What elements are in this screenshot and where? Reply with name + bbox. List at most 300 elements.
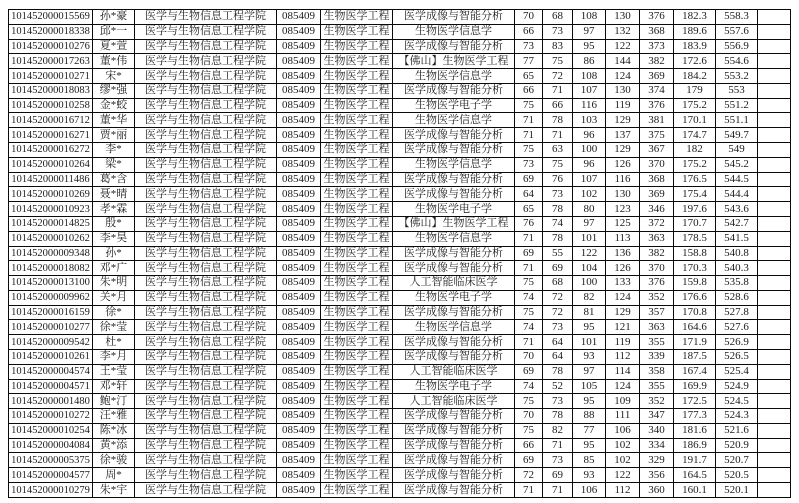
cell-direction: 医学成像与智能分析 [393, 172, 515, 187]
cell-name: 徐*莹 [93, 320, 135, 335]
cell-blank [758, 468, 791, 483]
cell-final-total: 525.4 [716, 364, 758, 379]
cell-score4: 130 [606, 187, 640, 202]
table-row [9, 394, 791, 409]
cell-score4: 119 [606, 335, 640, 350]
cell-retest-score: 183.9 [674, 39, 716, 54]
cell-name: 缪*强 [93, 83, 135, 98]
cell-direction: 生物医学信息学 [393, 69, 515, 84]
cell-name: 葛*含 [93, 172, 135, 187]
cell-code: 085409 [277, 98, 321, 113]
cell-direction: 医学成像与智能分析 [393, 349, 515, 364]
cell-code: 085409 [277, 187, 321, 202]
cell-college: 医学与生物信息工程学院 [135, 409, 277, 424]
cell-code: 085409 [277, 113, 321, 128]
cell-score2: 78 [543, 409, 573, 424]
cell-major: 生物医学工程 [321, 143, 393, 158]
cell-id: 101452000010276 [9, 39, 93, 54]
cell-score1: 75 [515, 423, 543, 438]
cell-retest-score: 184.2 [674, 69, 716, 84]
cell-college: 医学与生物信息工程学院 [135, 202, 277, 217]
admission-scores-table [8, 9, 791, 498]
cell-code: 085409 [277, 409, 321, 424]
cell-score2: 78 [543, 113, 573, 128]
cell-direction: 医学成像与智能分析 [393, 10, 515, 25]
cell-score1: 74 [515, 290, 543, 305]
cell-score1: 66 [515, 24, 543, 39]
cell-blank [758, 39, 791, 54]
table-row [9, 202, 791, 217]
cell-score1: 75 [515, 394, 543, 409]
cell-score3: 104 [573, 261, 606, 276]
cell-name: 董*华 [93, 113, 135, 128]
cell-blank [758, 453, 791, 468]
cell-direction: 医学成像与智能分析 [393, 128, 515, 143]
cell-college: 医学与生物信息工程学院 [135, 69, 277, 84]
cell-score3: 97 [573, 24, 606, 39]
cell-score4: 124 [606, 69, 640, 84]
cell-final-total: 524.3 [716, 409, 758, 424]
cell-score1: 71 [515, 261, 543, 276]
cell-major: 生物医学工程 [321, 113, 393, 128]
cell-college: 医学与生物信息工程学院 [135, 187, 277, 202]
cell-name: 李* [93, 143, 135, 158]
cell-score1: 75 [515, 98, 543, 113]
cell-blank [758, 483, 791, 498]
cell-retest-score: 176.6 [674, 290, 716, 305]
cell-score4: 136 [606, 246, 640, 261]
cell-major: 生物医学工程 [321, 394, 393, 409]
cell-initial-total: 352 [640, 394, 674, 409]
cell-direction: 医学成像与智能分析 [393, 438, 515, 453]
table-row [9, 128, 791, 143]
cell-direction: 医学成像与智能分析 [393, 143, 515, 158]
cell-score4: 106 [606, 423, 640, 438]
cell-name: 宋* [93, 69, 135, 84]
cell-initial-total: 355 [640, 379, 674, 394]
cell-blank [758, 379, 791, 394]
cell-score4: 130 [606, 83, 640, 98]
cell-direction: 医学成像与智能分析 [393, 305, 515, 320]
cell-score3: 108 [573, 10, 606, 25]
cell-score1: 70 [515, 349, 543, 364]
cell-direction: 医学成像与智能分析 [393, 409, 515, 424]
cell-score1: 71 [515, 483, 543, 498]
cell-score3: 96 [573, 128, 606, 143]
cell-initial-total: 382 [640, 246, 674, 261]
cell-retest-score: 182.3 [674, 10, 716, 25]
cell-direction: 生物医学信息学 [393, 24, 515, 39]
cell-id: 101452000004577 [9, 468, 93, 483]
cell-direction: 医学成像与智能分析 [393, 261, 515, 276]
cell-score1: 66 [515, 438, 543, 453]
cell-final-total: 553.2 [716, 69, 758, 84]
cell-id: 101452000016159 [9, 305, 93, 320]
cell-final-total: 544.4 [716, 187, 758, 202]
cell-retest-score: 189.6 [674, 24, 716, 39]
table-row [9, 290, 791, 305]
cell-initial-total: 346 [640, 202, 674, 217]
cell-score1: 69 [515, 246, 543, 261]
cell-major: 生物医学工程 [321, 453, 393, 468]
cell-major: 生物医学工程 [321, 438, 393, 453]
table-row [9, 39, 791, 54]
cell-score3: 107 [573, 172, 606, 187]
cell-blank [758, 305, 791, 320]
cell-final-total: 540.8 [716, 246, 758, 261]
cell-college: 医学与生物信息工程学院 [135, 276, 277, 291]
cell-blank [758, 349, 791, 364]
cell-retest-score: 187.5 [674, 349, 716, 364]
cell-id: 101452000016271 [9, 128, 93, 143]
table-row [9, 187, 791, 202]
cell-final-total: 526.9 [716, 335, 758, 350]
cell-name: 金*蛟 [93, 98, 135, 113]
cell-score3: 101 [573, 231, 606, 246]
cell-score3: 93 [573, 349, 606, 364]
table-row [9, 423, 791, 438]
cell-final-total: 524.5 [716, 394, 758, 409]
cell-direction: 医学成像与智能分析 [393, 335, 515, 350]
cell-major: 生物医学工程 [321, 216, 393, 231]
table-row [9, 172, 791, 187]
cell-code: 085409 [277, 231, 321, 246]
cell-major: 生物医学工程 [321, 231, 393, 246]
cell-name: 王*莹 [93, 364, 135, 379]
cell-initial-total: 363 [640, 231, 674, 246]
cell-id: 101452000015569 [9, 10, 93, 25]
cell-score4: 129 [606, 113, 640, 128]
cell-score4: 122 [606, 468, 640, 483]
cell-retest-score: 181.6 [674, 423, 716, 438]
cell-name: 孙* [93, 246, 135, 261]
cell-score1: 71 [515, 231, 543, 246]
cell-code: 085409 [277, 335, 321, 350]
cell-blank [758, 113, 791, 128]
cell-score3: 97 [573, 216, 606, 231]
cell-code: 085409 [277, 364, 321, 379]
cell-initial-total: 374 [640, 83, 674, 98]
cell-major: 生物医学工程 [321, 335, 393, 350]
cell-initial-total: 360 [640, 483, 674, 498]
cell-code: 085409 [277, 305, 321, 320]
cell-direction: 生物医学信息学 [393, 113, 515, 128]
cell-score4: 113 [606, 231, 640, 246]
cell-score3: 105 [573, 379, 606, 394]
cell-score2: 74 [543, 216, 573, 231]
cell-blank [758, 172, 791, 187]
cell-direction: 生物医学电子学 [393, 290, 515, 305]
cell-id: 101452000018083 [9, 83, 93, 98]
cell-major: 生物医学工程 [321, 202, 393, 217]
cell-code: 085409 [277, 69, 321, 84]
cell-direction: 【佛山】生物医学工程 [393, 216, 515, 231]
cell-name: 黄*添 [93, 438, 135, 453]
cell-score4: 121 [606, 320, 640, 335]
cell-name: 孙*豪 [93, 10, 135, 25]
cell-score2: 73 [543, 187, 573, 202]
cell-final-total: 526.5 [716, 349, 758, 364]
cell-code: 085409 [277, 246, 321, 261]
cell-score2: 68 [543, 276, 573, 291]
cell-blank [758, 320, 791, 335]
cell-score4: 137 [606, 128, 640, 143]
cell-score1: 69 [515, 364, 543, 379]
cell-retest-score: 170.1 [674, 113, 716, 128]
cell-blank [758, 231, 791, 246]
cell-id: 101452000010277 [9, 320, 93, 335]
cell-major: 生物医学工程 [321, 10, 393, 25]
cell-score1: 71 [515, 113, 543, 128]
cell-retest-score: 170.8 [674, 305, 716, 320]
cell-initial-total: 352 [640, 290, 674, 305]
cell-code: 085409 [277, 379, 321, 394]
cell-score4: 124 [606, 379, 640, 394]
cell-retest-score: 176.5 [674, 172, 716, 187]
cell-score1: 75 [515, 143, 543, 158]
cell-score1: 69 [515, 453, 543, 468]
cell-final-total: 520.7 [716, 453, 758, 468]
table-row [9, 379, 791, 394]
cell-name: 梁* [93, 157, 135, 172]
cell-code: 085409 [277, 290, 321, 305]
cell-score2: 75 [543, 54, 573, 69]
cell-initial-total: 347 [640, 409, 674, 424]
cell-score2: 64 [543, 349, 573, 364]
cell-college: 医学与生物信息工程学院 [135, 379, 277, 394]
cell-id: 101452000010254 [9, 423, 93, 438]
cell-major: 生物医学工程 [321, 364, 393, 379]
cell-score2: 78 [543, 231, 573, 246]
cell-retest-score: 175.2 [674, 157, 716, 172]
cell-blank [758, 394, 791, 409]
cell-score2: 72 [543, 305, 573, 320]
cell-retest-score: 167.4 [674, 364, 716, 379]
cell-college: 医学与生物信息工程学院 [135, 483, 277, 498]
cell-initial-total: 355 [640, 335, 674, 350]
cell-score1: 74 [515, 379, 543, 394]
cell-score2: 82 [543, 423, 573, 438]
cell-final-total: 549 [716, 143, 758, 158]
cell-college: 医学与生物信息工程学院 [135, 216, 277, 231]
cell-initial-total: 372 [640, 216, 674, 231]
cell-major: 生物医学工程 [321, 423, 393, 438]
cell-score3: 106 [573, 483, 606, 498]
cell-retest-score: 182 [674, 143, 716, 158]
cell-code: 085409 [277, 468, 321, 483]
cell-score1: 73 [515, 157, 543, 172]
cell-score3: 95 [573, 394, 606, 409]
cell-name: 董*伟 [93, 54, 135, 69]
cell-blank [758, 83, 791, 98]
cell-initial-total: 376 [640, 276, 674, 291]
cell-college: 医学与生物信息工程学院 [135, 83, 277, 98]
cell-retest-score: 171.9 [674, 335, 716, 350]
cell-code: 085409 [277, 172, 321, 187]
cell-score3: 107 [573, 83, 606, 98]
cell-name: 聂*晴 [93, 187, 135, 202]
cell-initial-total: 334 [640, 438, 674, 453]
cell-final-total: 542.7 [716, 216, 758, 231]
cell-college: 医学与生物信息工程学院 [135, 98, 277, 113]
cell-retest-score: 160.1 [674, 483, 716, 498]
cell-major: 生物医学工程 [321, 409, 393, 424]
cell-score4: 125 [606, 216, 640, 231]
cell-score2: 73 [543, 320, 573, 335]
table-row [9, 364, 791, 379]
cell-name: 夏*萱 [93, 39, 135, 54]
cell-blank [758, 10, 791, 25]
cell-score1: 64 [515, 187, 543, 202]
cell-retest-score: 186.9 [674, 438, 716, 453]
cell-college: 医学与生物信息工程学院 [135, 438, 277, 453]
cell-score3: 95 [573, 320, 606, 335]
cell-id: 101452000010271 [9, 69, 93, 84]
cell-initial-total: 357 [640, 305, 674, 320]
cell-blank [758, 202, 791, 217]
cell-college: 医学与生物信息工程学院 [135, 468, 277, 483]
cell-blank [758, 216, 791, 231]
cell-final-total: 524.9 [716, 379, 758, 394]
cell-code: 085409 [277, 54, 321, 69]
cell-college: 医学与生物信息工程学院 [135, 24, 277, 39]
cell-blank [758, 364, 791, 379]
cell-score4: 116 [606, 172, 640, 187]
cell-direction: 生物医学信息学 [393, 231, 515, 246]
cell-final-total: 527.8 [716, 305, 758, 320]
cell-major: 生物医学工程 [321, 69, 393, 84]
cell-score1: 65 [515, 69, 543, 84]
cell-name: 鲍*汀 [93, 394, 135, 409]
cell-initial-total: 369 [640, 187, 674, 202]
cell-major: 生物医学工程 [321, 305, 393, 320]
table-row [9, 83, 791, 98]
cell-name: 殷* [93, 216, 135, 231]
cell-score2: 72 [543, 290, 573, 305]
cell-name: 陈*冰 [93, 423, 135, 438]
cell-initial-total: 363 [640, 320, 674, 335]
cell-score2: 78 [543, 202, 573, 217]
cell-id: 101452000004084 [9, 438, 93, 453]
cell-major: 生物医学工程 [321, 349, 393, 364]
table-row [9, 24, 791, 39]
cell-college: 医学与生物信息工程学院 [135, 128, 277, 143]
cell-score1: 71 [515, 335, 543, 350]
cell-name: 汪*雅 [93, 409, 135, 424]
cell-score1: 72 [515, 468, 543, 483]
cell-score1: 75 [515, 305, 543, 320]
cell-initial-total: 373 [640, 39, 674, 54]
cell-initial-total: 376 [640, 10, 674, 25]
cell-name: 杜* [93, 335, 135, 350]
cell-blank [758, 246, 791, 261]
cell-retest-score: 191.7 [674, 453, 716, 468]
cell-blank [758, 69, 791, 84]
cell-code: 085409 [277, 216, 321, 231]
cell-score3: 82 [573, 290, 606, 305]
table-row [9, 157, 791, 172]
cell-score2: 72 [543, 69, 573, 84]
cell-final-total: 545.2 [716, 157, 758, 172]
cell-final-total: 520.5 [716, 468, 758, 483]
cell-major: 生物医学工程 [321, 187, 393, 202]
cell-college: 医学与生物信息工程学院 [135, 10, 277, 25]
cell-direction: 人工智能临床医学 [393, 364, 515, 379]
table-row [9, 409, 791, 424]
cell-college: 医学与生物信息工程学院 [135, 54, 277, 69]
cell-id: 101452000010279 [9, 483, 93, 498]
cell-initial-total: 358 [640, 364, 674, 379]
cell-final-total: 543.6 [716, 202, 758, 217]
cell-score3: 95 [573, 438, 606, 453]
cell-final-total: 544.5 [716, 172, 758, 187]
cell-major: 生物医学工程 [321, 128, 393, 143]
cell-blank [758, 276, 791, 291]
cell-blank [758, 409, 791, 424]
cell-score3: 93 [573, 468, 606, 483]
cell-direction: 人工智能临床医学 [393, 394, 515, 409]
cell-retest-score: 172.5 [674, 394, 716, 409]
cell-name: 孝*霖 [93, 202, 135, 217]
cell-major: 生物医学工程 [321, 39, 393, 54]
cell-id: 101452000010272 [9, 409, 93, 424]
cell-score2: 71 [543, 483, 573, 498]
cell-score3: 116 [573, 98, 606, 113]
cell-score2: 66 [543, 98, 573, 113]
cell-major: 生物医学工程 [321, 157, 393, 172]
cell-blank [758, 423, 791, 438]
cell-code: 085409 [277, 128, 321, 143]
cell-score4: 126 [606, 261, 640, 276]
table-row [9, 231, 791, 246]
cell-final-total: 556.9 [716, 39, 758, 54]
cell-code: 085409 [277, 24, 321, 39]
cell-code: 085409 [277, 276, 321, 291]
cell-college: 医学与生物信息工程学院 [135, 290, 277, 305]
cell-initial-total: 381 [640, 113, 674, 128]
table-row [9, 98, 791, 113]
cell-initial-total: 340 [640, 423, 674, 438]
cell-direction: 医学成像与智能分析 [393, 483, 515, 498]
cell-retest-score: 159.8 [674, 276, 716, 291]
cell-score2: 52 [543, 379, 573, 394]
table-row [9, 349, 791, 364]
cell-id: 101452000016272 [9, 143, 93, 158]
cell-code: 085409 [277, 157, 321, 172]
cell-direction: 医学成像与智能分析 [393, 468, 515, 483]
cell-score2: 71 [543, 83, 573, 98]
cell-id: 101452000004571 [9, 379, 93, 394]
cell-score2: 64 [543, 335, 573, 350]
cell-id: 101452000011486 [9, 172, 93, 187]
cell-college: 医学与生物信息工程学院 [135, 335, 277, 350]
cell-score4: 144 [606, 54, 640, 69]
cell-major: 生物医学工程 [321, 320, 393, 335]
cell-college: 医学与生物信息工程学院 [135, 320, 277, 335]
cell-score4: 102 [606, 453, 640, 468]
cell-id: 101452000010923 [9, 202, 93, 217]
cell-id: 101452000018082 [9, 261, 93, 276]
cell-retest-score: 164.6 [674, 320, 716, 335]
cell-final-total: 528.6 [716, 290, 758, 305]
cell-major: 生物医学工程 [321, 276, 393, 291]
cell-score4: 111 [606, 409, 640, 424]
cell-score3: 103 [573, 113, 606, 128]
cell-blank [758, 24, 791, 39]
cell-initial-total: 367 [640, 143, 674, 158]
cell-code: 085409 [277, 202, 321, 217]
cell-score2: 83 [543, 39, 573, 54]
